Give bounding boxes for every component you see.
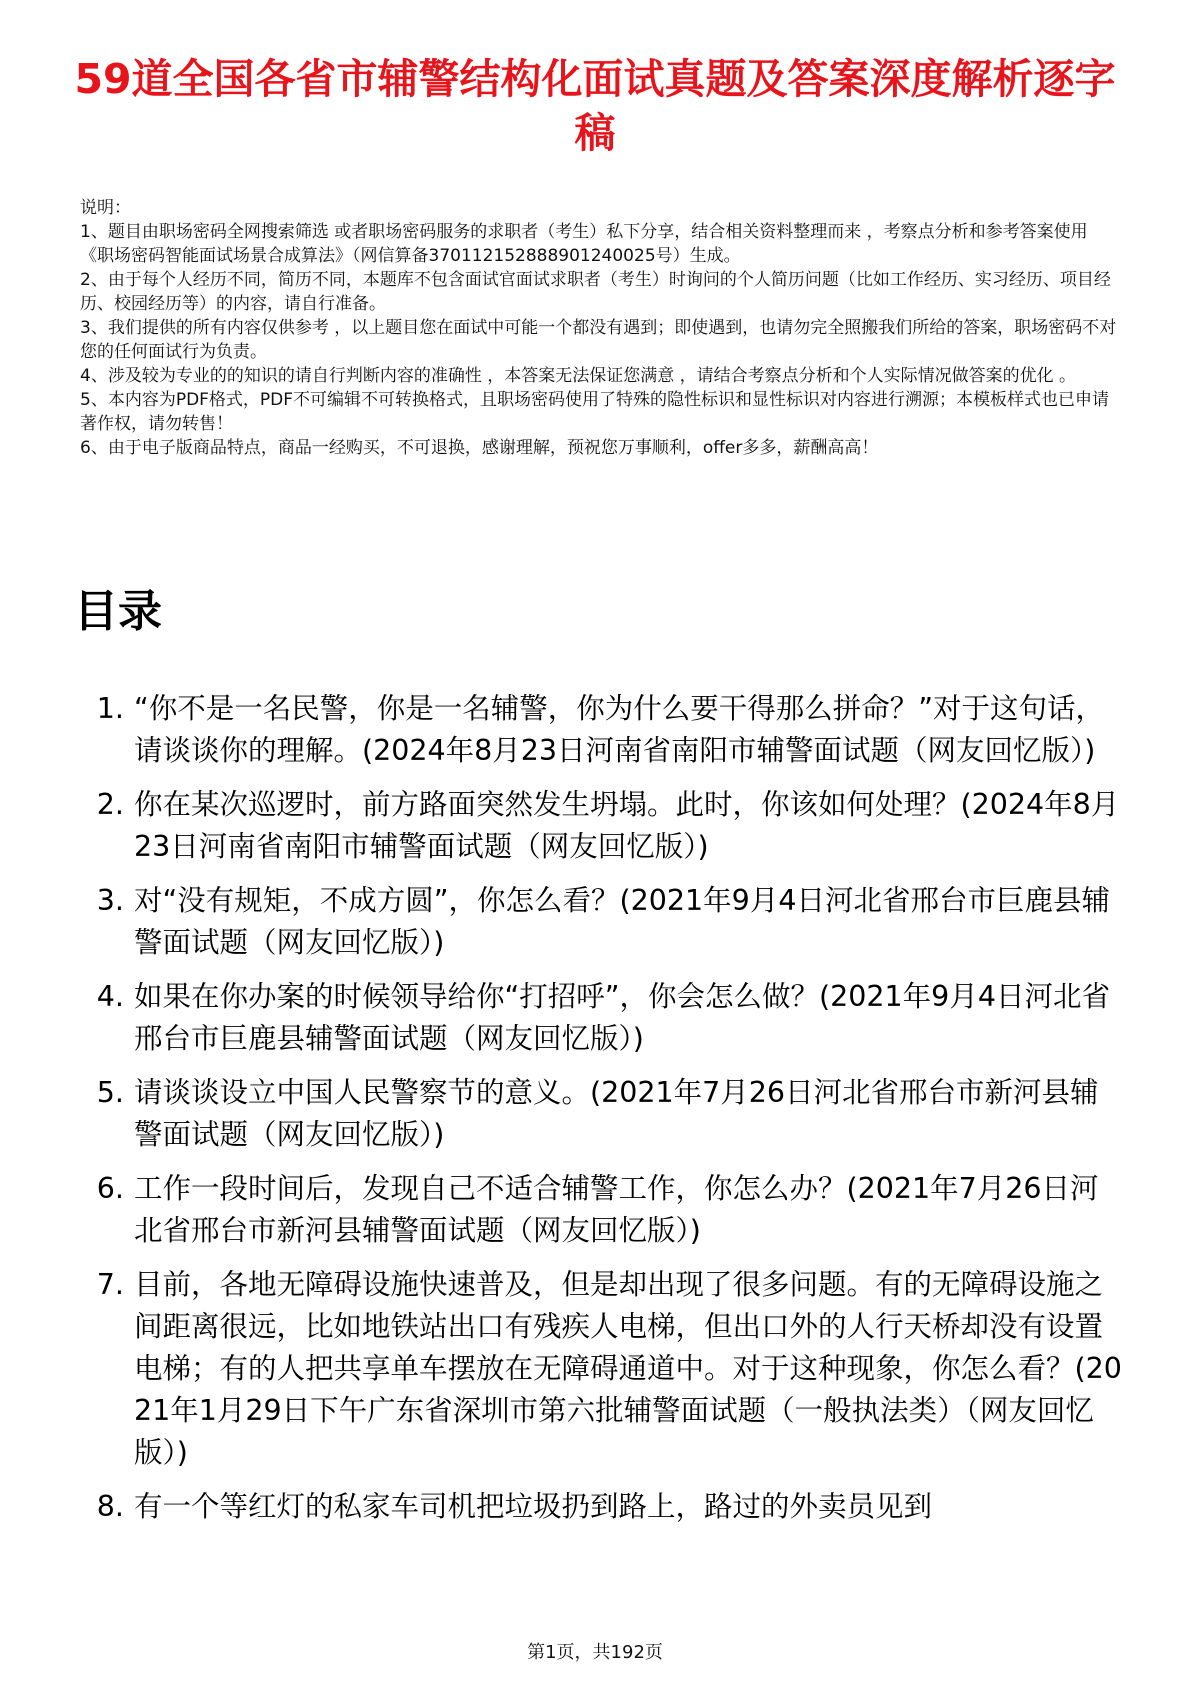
toc-item-text[interactable]: 目前，各地无障碍设施快速普及，但是却出现了很多问题。有的无障碍设施之间距离很远，比如地铁站出口有残疾人电梯，但出口外的人行天桥却没有设置电梯；有的人把共享单车摆放在无障碍通道中。对于这种现象，你怎么看？(2021年1月29日下午广东省深圳市第六批辅警面试题（一般执法类）（网友回忆版）) bbox=[134, 1268, 1122, 1469]
toc-item-1[interactable] bbox=[76, 688, 1126, 772]
toc-item-4[interactable] bbox=[76, 976, 1126, 1060]
toc-item-number: 3. bbox=[96, 884, 124, 917]
toc-item-text[interactable]: 对“没有规矩，不成方圆”，你怎么看？(2021年9月4日河北省邢台市巨鹿县辅警面试题（网友回忆版）) bbox=[134, 884, 1110, 959]
notes-heading: 说明： bbox=[80, 198, 131, 218]
toc-item-number: 2. bbox=[96, 788, 124, 821]
note-item-6: 6、由于电子版商品特点，商品一经购买，不可退换，感谢理解，预祝您万事顺利，offer多多，薪酬高高！ bbox=[80, 438, 879, 458]
note-item-4: 4、涉及较为专业的的知识的请自行判断内容的准确性 ，本答案无法保证您满意 ，请结合考察点分析和个人实际情况做答案的优化 。 bbox=[80, 366, 1077, 386]
toc-item-2[interactable] bbox=[76, 784, 1126, 868]
toc-item-text[interactable]: 你在某次巡逻时，前方路面突然发生坍塌。此时，你该如何处理？(2024年8月23日河南省南阳市辅警面试题（网友回忆版）) bbox=[134, 788, 1120, 863]
toc-item-number: 5. bbox=[96, 1076, 124, 1109]
toc-item-number: 7. bbox=[96, 1268, 124, 1301]
toc-item-number: 4. bbox=[96, 980, 124, 1013]
toc-item-6[interactable] bbox=[76, 1168, 1126, 1252]
toc-item-8[interactable] bbox=[76, 1486, 1126, 1528]
toc-item-number: 8. bbox=[96, 1490, 124, 1523]
toc-item-text[interactable]: 有一个等红灯的私家车司机把垃圾扔到路上，路过的外卖员见到 bbox=[134, 1490, 933, 1523]
note-item-5: 5、本内容为PDF格式，PDF不可编辑不可转换格式，且职场密码使用了特殊的隐性标识和显性标识对内容进行溯源；本模板样式也已申请著作权，请勿转售！ bbox=[80, 390, 1110, 434]
toc-heading: 目录 bbox=[74, 586, 162, 637]
toc-item-7[interactable] bbox=[76, 1264, 1126, 1474]
toc-item-text[interactable]: 如果在你办案的时候领导给你“打招呼”，你会怎么做？(2021年9月4日河北省邢台市巨鹿县辅警面试题（网友回忆版）) bbox=[134, 980, 1110, 1055]
toc-list bbox=[76, 688, 1126, 1540]
toc-item-5[interactable] bbox=[76, 1072, 1126, 1156]
toc-item-text[interactable]: 请谈谈设立中国人民警察节的意义。(2021年7月26日河北省邢台市新河县辅警面试题（网友回忆版）) bbox=[134, 1076, 1099, 1151]
note-item-3: 3、我们提供的所有内容仅供参考 ，以上题目您在面试中可能一个都没有遇到；即使遇到，也请勿完全照搬我们所给的答案，职场密码不对您的任何面试行为负责。 bbox=[80, 318, 1117, 362]
note-item-1: 1、题目由职场密码全网搜索筛选 或者职场密码服务的求职者（考生）私下分享，结合相关资料整理而来 ，考察点分析和参考答案使用《职场密码智能面试场景合成算法》（网信算备370112152888901240025号）生成。 bbox=[80, 222, 1088, 266]
page-footer: 第1页，共192页 bbox=[527, 1642, 663, 1663]
toc-item-text[interactable]: “你不是一名民警，你是一名辅警，你为什么要干得那么拼命？”对于这句话，请谈谈你的理解。(2024年8月23日河南省南阳市辅警面试题（网友回忆版）) bbox=[134, 692, 1105, 767]
document-title: 59道全国各省市辅警结构化面试真题及答案深度解析逐字稿 bbox=[74, 55, 1116, 157]
note-item-2: 2、由于每个人经历不同，简历不同，本题库不包含面试官面试求职者（考生）时询问的个人简历问题（比如工作经历、实习经历、项目经历、校园经历等）的内容，请自行准备。 bbox=[80, 270, 1111, 314]
toc-item-3[interactable] bbox=[76, 880, 1126, 964]
toc-item-text[interactable]: 工作一段时间后，发现自己不适合辅警工作，你怎么办？(2021年7月26日河北省邢台市新河县辅警面试题（网友回忆版）) bbox=[134, 1172, 1099, 1247]
toc-item-number: 6. bbox=[96, 1172, 124, 1205]
toc-item-number: 1. bbox=[96, 692, 124, 725]
notes-section bbox=[80, 196, 1120, 460]
